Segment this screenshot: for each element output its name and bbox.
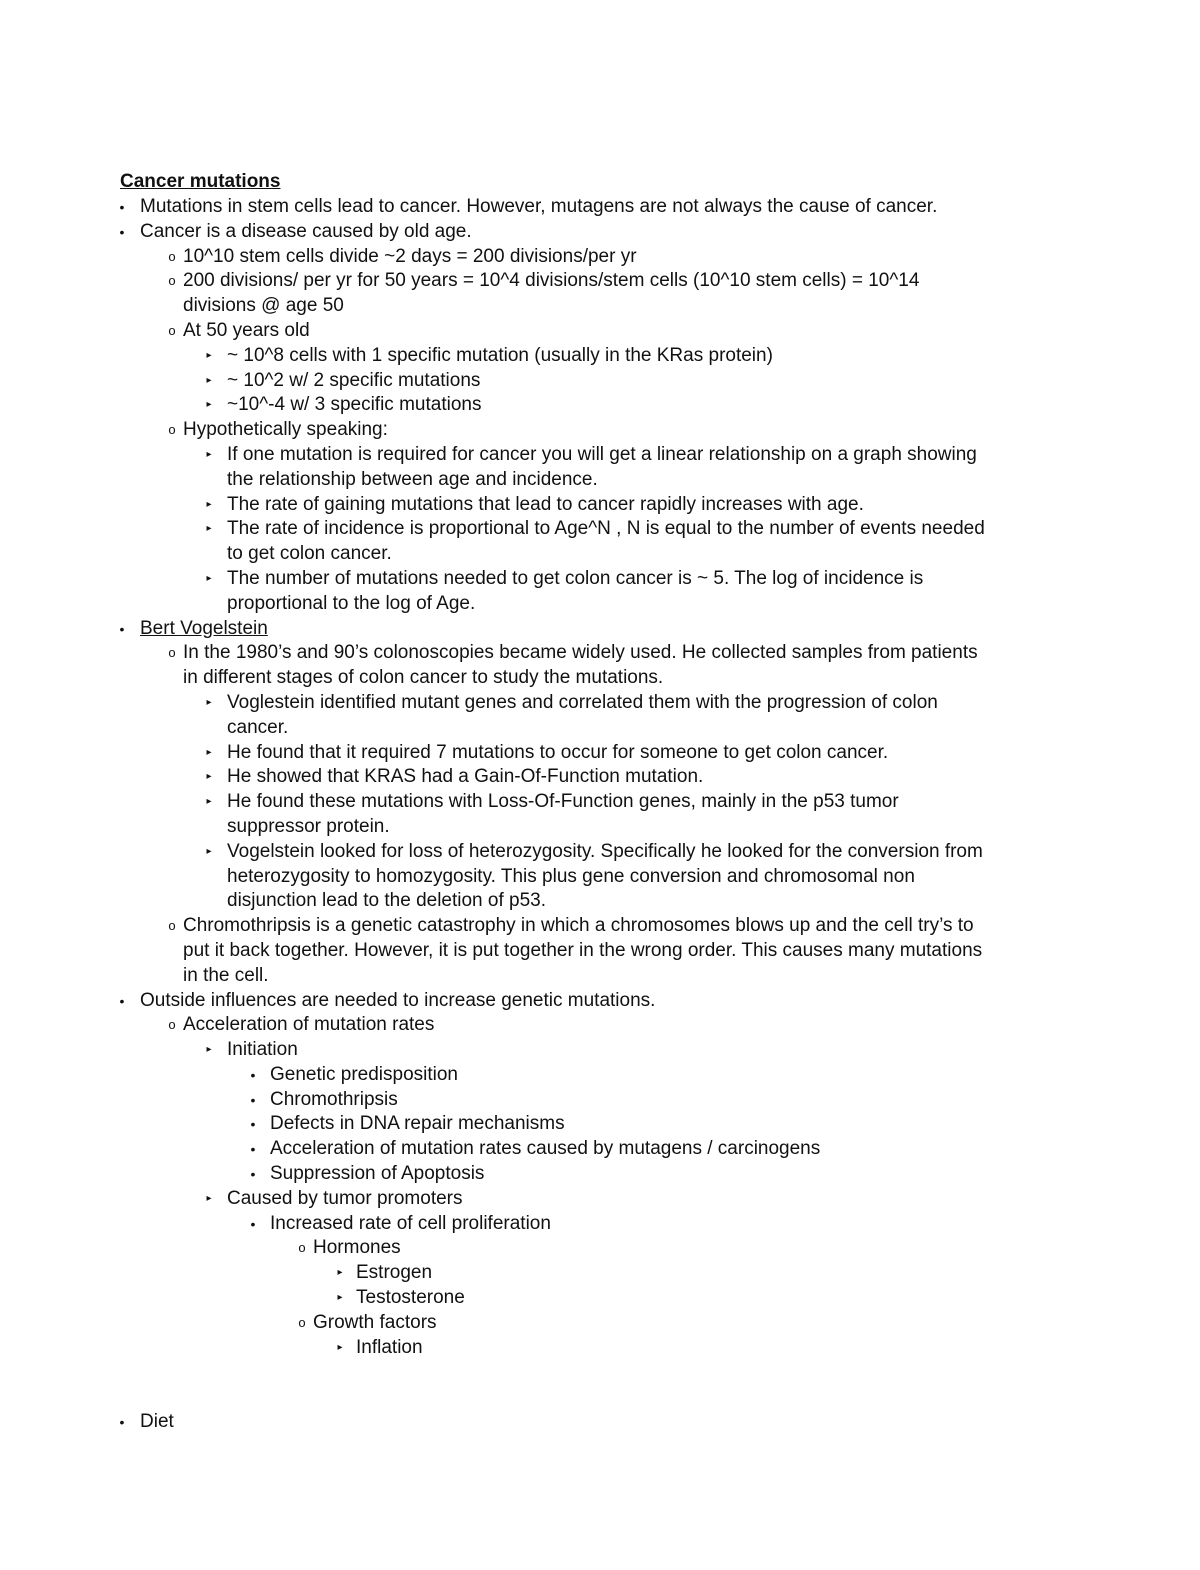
list-item-continuation — [0, 815, 1200, 840]
list-item — [0, 1063, 1200, 1088]
list-item-text: Vogelstein looked for loss of heterozygosity. Specifically he looked for the conversion from — [227, 840, 983, 862]
list-item — [0, 1137, 1200, 1162]
list-item-text: Inflation — [356, 1336, 423, 1358]
list-item-text: He found that it required 7 mutations to occur for someone to get colon cancer. — [227, 741, 889, 763]
list-item-text: Cancer is a disease caused by old age. — [140, 220, 472, 242]
bullet-dot-icon: • — [250, 1116, 256, 1133]
list-item-text: Acceleration of mutation rates — [183, 1014, 435, 1036]
list-item-text: Estrogen — [356, 1262, 433, 1284]
list-item-text: Testosterone — [356, 1287, 465, 1309]
list-item — [0, 220, 1200, 245]
list-item-text: Increased rate of cell proliferation — [270, 1212, 551, 1234]
blank-space — [0, 1360, 1200, 1410]
list-item — [0, 1311, 1200, 1336]
bullet-triangle-icon: ▸ — [337, 1292, 343, 1304]
bullet-dot-icon: • — [250, 1166, 256, 1183]
list-item — [0, 245, 1200, 270]
bullet-triangle-icon: ▸ — [206, 523, 212, 535]
list-item — [0, 1187, 1200, 1212]
list-item — [0, 1112, 1200, 1137]
bullet-triangle-icon: ▸ — [206, 349, 212, 361]
list-item-text: Hypothetically speaking: — [183, 419, 388, 441]
list-item — [0, 989, 1200, 1014]
list-item-continuation — [0, 865, 1200, 890]
list-item-text: He found these mutations with Loss-Of-Function genes, mainly in the p53 tumor — [227, 791, 899, 813]
bullet-triangle-icon: ▸ — [206, 1192, 212, 1204]
list-item-text: If one mutation is required for cancer you will get a linear relationship on a graph showing — [227, 443, 977, 465]
list-item — [0, 393, 1200, 418]
list-item — [0, 840, 1200, 865]
list-item-text: Hormones — [313, 1237, 401, 1259]
list-item-text: suppressor protein. — [227, 815, 390, 837]
list-item — [0, 269, 1200, 294]
list-item — [0, 369, 1200, 394]
list-item-text: The rate of gaining mutations that lead to cancer rapidly increases with age. — [227, 493, 864, 515]
bullet-circle-icon: o — [168, 248, 176, 264]
list-item-text: in the cell. — [183, 964, 269, 986]
list-item — [0, 790, 1200, 815]
list-item-continuation — [0, 939, 1200, 964]
list-item-text: cancer. — [227, 716, 289, 738]
list-item-text: Genetic predisposition — [270, 1063, 458, 1085]
list-item-text: He showed that KRAS had a Gain-Of-Function mutation. — [227, 766, 704, 788]
list-item — [0, 1236, 1200, 1261]
list-item-text: The number of mutations needed to get colon cancer is ~ 5. The log of incidence is — [227, 567, 924, 589]
list-item — [0, 741, 1200, 766]
list-item-text: ~10^-4 w/ 3 specific mutations — [227, 394, 482, 416]
list-item-text: Suppression of Apoptosis — [270, 1163, 485, 1185]
list-item — [0, 1286, 1200, 1311]
bullet-triangle-icon: ▸ — [206, 448, 212, 460]
list-item — [0, 195, 1200, 220]
section-heading-bert-vogelstein: Bert Vogelstein — [140, 617, 268, 639]
list-item-text: proportional to the log of Age. — [227, 592, 476, 614]
list-item — [0, 319, 1200, 344]
list-item-text: in different stages of colon cancer to study the mutations. — [183, 667, 664, 689]
bullet-triangle-icon: ▸ — [206, 845, 212, 857]
bullet-triangle-icon: ▸ — [206, 498, 212, 510]
bullet-triangle-icon: ▸ — [337, 1267, 343, 1279]
bullet-dot-icon: • — [119, 223, 125, 240]
bullet-dot-icon: • — [119, 620, 125, 637]
list-item — [0, 765, 1200, 790]
list-item — [0, 1261, 1200, 1286]
bullet-triangle-icon: ▸ — [206, 796, 212, 808]
list-item-text: 200 divisions/ per yr for 50 years = 10^4 divisions/stem cells (10^10 stem cells) = 10^14 — [183, 270, 920, 292]
bullet-dot-icon: • — [250, 1066, 256, 1083]
bullet-circle-icon: o — [168, 322, 176, 338]
bullet-dot-icon: • — [250, 1141, 256, 1158]
list-item-text: 10^10 stem cells divide ~2 days = 200 divisions/per yr — [183, 245, 637, 267]
list-item — [0, 617, 1200, 642]
bullet-triangle-icon: ▸ — [337, 1341, 343, 1353]
list-item-text: ~ 10^2 w/ 2 specific mutations — [227, 369, 481, 391]
page-title: Cancer mutations — [120, 171, 281, 192]
list-item — [0, 567, 1200, 592]
list-item — [0, 1212, 1200, 1237]
list-item-text: Defects in DNA repair mechanisms — [270, 1113, 565, 1135]
bullet-triangle-icon: ▸ — [206, 572, 212, 584]
list-item-text: the relationship between age and incidence. — [227, 468, 598, 490]
list-item-continuation — [0, 964, 1200, 989]
bullet-circle-icon: o — [168, 645, 176, 661]
outline — [0, 195, 1200, 1435]
list-item-text: Growth factors — [313, 1311, 437, 1333]
list-item-continuation — [0, 592, 1200, 617]
bullet-circle-icon: o — [298, 1240, 306, 1256]
list-item-text: In the 1980’s and 90’s colonoscopies became widely used. He collected samples from patients — [183, 642, 978, 664]
list-item-continuation — [0, 716, 1200, 741]
list-item — [0, 443, 1200, 468]
list-item-continuation — [0, 294, 1200, 319]
list-item-text: heterozygosity to homozygosity. This plus gene conversion and chromosomal non — [227, 865, 915, 887]
list-item — [0, 691, 1200, 716]
bullet-dot-icon: • — [250, 1215, 256, 1232]
list-item — [0, 914, 1200, 939]
list-item-text: At 50 years old — [183, 319, 310, 341]
bullet-circle-icon: o — [168, 918, 176, 934]
list-item — [0, 1088, 1200, 1113]
bullet-dot-icon: • — [119, 199, 125, 215]
bullet-triangle-icon: ▸ — [206, 1044, 212, 1056]
list-item-continuation — [0, 468, 1200, 493]
list-item — [0, 1336, 1200, 1361]
list-item-text: put it back together. However, it is put together in the wrong order. This causes many mutations — [183, 939, 983, 961]
list-item-text: Acceleration of mutation rates caused by mutagens / carcinogens — [270, 1138, 821, 1160]
list-item-text: divisions @ age 50 — [183, 295, 344, 317]
list-item-text: Mutations in stem cells lead to cancer. However, mutagens are not always the cause of cancer. — [140, 196, 938, 217]
list-item-text: ~ 10^8 cells with 1 specific mutation (usually in the KRas protein) — [227, 344, 773, 366]
list-item — [0, 1162, 1200, 1187]
list-item-text: Initiation — [227, 1039, 298, 1061]
bullet-triangle-icon: ▸ — [206, 374, 212, 386]
list-item — [0, 641, 1200, 666]
bullet-circle-icon: o — [168, 422, 176, 438]
bullet-triangle-icon: ▸ — [206, 696, 212, 708]
list-item-text: disjunction lead to the deletion of p53. — [227, 890, 547, 912]
bullet-dot-icon: • — [119, 992, 125, 1009]
list-item-text: Chromothripsis — [270, 1088, 398, 1110]
list-item — [0, 1038, 1200, 1063]
list-item-text: The rate of incidence is proportional to Age^N , N is equal to the number of events needed — [227, 518, 985, 540]
list-item — [0, 517, 1200, 542]
list-item-continuation — [0, 542, 1200, 567]
bullet-dot-icon: • — [250, 1091, 256, 1108]
bullet-triangle-icon: ▸ — [206, 746, 212, 758]
bullet-triangle-icon: ▸ — [206, 399, 212, 411]
list-item-text: Chromothripsis is a genetic catastrophy in which a chromosomes blows up and the cell try’s to — [183, 915, 974, 937]
bullet-dot-icon: • — [119, 1414, 125, 1431]
list-item — [0, 344, 1200, 369]
list-item — [0, 1013, 1200, 1038]
list-item-text: to get colon cancer. — [227, 543, 392, 565]
list-item-text: Voglestein identified mutant genes and correlated them with the progression of colon — [227, 691, 938, 713]
list-item — [0, 1410, 1200, 1435]
list-item-continuation — [0, 666, 1200, 691]
list-item-text: Outside influences are needed to increase genetic mutations. — [140, 989, 656, 1011]
list-item — [0, 493, 1200, 518]
list-item-text: Caused by tumor promoters — [227, 1187, 463, 1209]
bullet-circle-icon: o — [168, 1017, 176, 1033]
bullet-circle-icon: o — [298, 1314, 306, 1330]
list-item-text: Diet — [140, 1411, 174, 1433]
list-item — [0, 418, 1200, 443]
list-item-continuation — [0, 889, 1200, 914]
bullet-triangle-icon: ▸ — [206, 771, 212, 783]
bullet-circle-icon: o — [168, 273, 176, 289]
